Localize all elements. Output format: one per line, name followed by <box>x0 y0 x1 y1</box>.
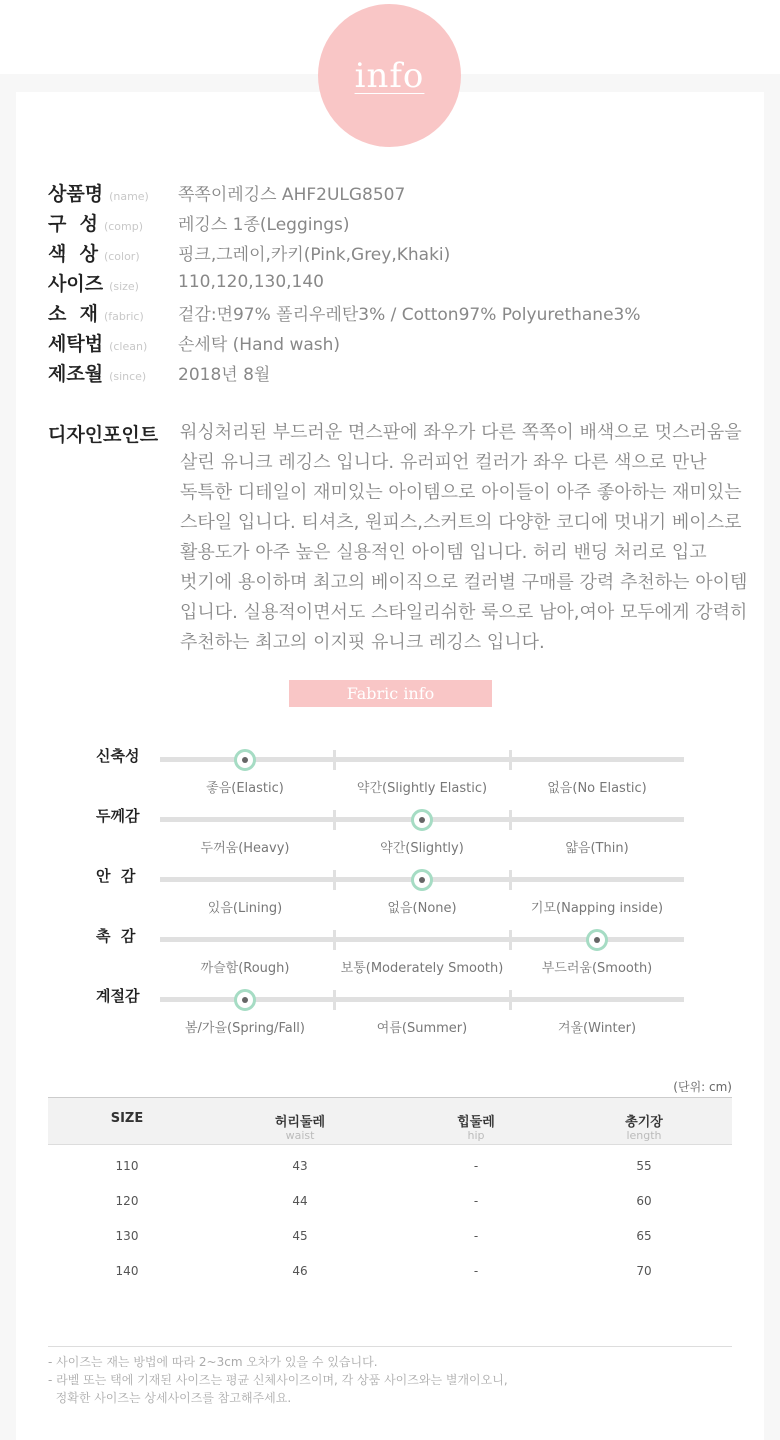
fabric-scale-option: 좋음(Elastic) <box>206 781 284 796</box>
fabric-scale-option: 부드러움(Smooth) <box>541 961 653 976</box>
spec-label <box>48 359 178 386</box>
fabric-scale-option: 있음(Lining) <box>207 901 283 916</box>
spec-label <box>48 269 178 296</box>
spec-value: 손세탁 (Hand wash) <box>178 334 341 355</box>
marker-center-dot <box>242 997 248 1003</box>
table-cell: 45 <box>292 1229 308 1243</box>
table-cell: 70 <box>636 1264 652 1278</box>
spec-value: 2018년 8월 <box>178 364 271 385</box>
table-cell: - <box>473 1194 479 1208</box>
size-table-header-ko: 힙둘레 <box>457 1115 495 1130</box>
fabric-scale-tick <box>333 750 336 770</box>
size-table-header-cell <box>396 1098 556 1141</box>
fabric-scale-row <box>0 805 780 865</box>
fabric-scale-label: 계절감 <box>96 987 140 1005</box>
spec-label-ko: 소 재 <box>48 302 98 325</box>
design-point-line: 활용도가 아주 높은 실용적인 아이템 입니다. 허리 밴딩 처리로 입고 <box>180 542 707 563</box>
spec-row <box>48 267 324 297</box>
spec-label-ko: 색 상 <box>48 242 98 265</box>
table-cell: - <box>473 1229 479 1243</box>
spec-label <box>48 299 178 326</box>
fabric-scale-tick <box>509 990 512 1010</box>
table-row <box>48 1182 732 1217</box>
spec-value: 쪽쪽이레깅스 AHF2ULG8507 <box>178 184 406 205</box>
fabric-scale-row <box>0 865 780 925</box>
design-point-line: 워싱처리된 부드러운 면스판에 좌우가 다른 쪽쪽이 배색으로 멋스러움을 <box>180 422 742 443</box>
marker-center-dot <box>594 937 600 943</box>
info-badge <box>318 4 461 147</box>
fabric-scale-selected-marker <box>411 869 433 891</box>
design-point-line: 살린 유니크 레깅스 입니다. 유러피언 컬러가 좌우 다른 색으로 만난 <box>180 452 707 473</box>
table-cell: 55 <box>636 1159 652 1173</box>
size-table-header <box>48 1097 732 1145</box>
unit-label: (단위: cm) <box>673 1080 732 1094</box>
size-note-line: - 사이즈는 재는 방법에 따라 2~3cm 오차가 있을 수 있습니다. <box>48 1355 378 1369</box>
spec-value: 겉감:면97% 폴리우레탄3% / Cotton97% Polyurethane3% <box>178 304 641 325</box>
size-table-header-en: hip <box>467 1129 485 1142</box>
fabric-scale-row <box>0 985 780 1045</box>
spec-label-ko: 세탁법 <box>48 332 104 355</box>
fabric-scale-tick <box>333 870 336 890</box>
design-point-line: 추천하는 최고의 이지핏 유니크 레깅스 입니다. <box>180 632 545 653</box>
table-cell: 140 <box>115 1264 139 1278</box>
fabric-scale-selected-marker <box>411 809 433 831</box>
fabric-scale-option: 약간(Slightly Elastic) <box>356 781 488 796</box>
fabric-scale-row <box>0 925 780 985</box>
fabric-scale-selected-marker <box>586 929 608 951</box>
spec-row <box>48 177 405 207</box>
spec-label-en: (comp) <box>103 219 144 233</box>
fabric-scale-tick <box>509 930 512 950</box>
design-point-label: 디자인포인트 <box>48 424 159 446</box>
fabric-scale-option: 두꺼움(Heavy) <box>200 841 290 856</box>
fabric-scale-tick <box>509 870 512 890</box>
fabric-scale-option: 얇음(Thin) <box>565 841 629 856</box>
design-point-line: 스타일 입니다. 티셔츠, 원피스,스커트의 다양한 코디에 멋내기 베이스로 <box>180 512 742 533</box>
design-point-line: 독특한 디테일이 재미있는 아이템으로 아이들이 아주 좋아하는 재미있는 <box>180 482 742 503</box>
size-table-header-ko: 허리둘레 <box>274 1115 326 1130</box>
spec-row <box>48 297 641 327</box>
fabric-scale-tick <box>509 750 512 770</box>
spec-label-en: (color) <box>103 249 140 263</box>
spec-label-en: (since) <box>109 369 147 383</box>
spec-row <box>48 237 450 267</box>
spec-label-en: (fabric) <box>103 309 144 323</box>
fabric-scale-tick <box>333 930 336 950</box>
table-row <box>48 1217 732 1252</box>
size-table-header-en: waist <box>285 1129 315 1142</box>
spec-label <box>48 329 178 356</box>
spec-label <box>48 209 178 236</box>
fabric-scale-option: 기모(Napping inside) <box>530 901 664 916</box>
size-table <box>48 1097 732 1287</box>
spec-label-en: (clean) <box>109 339 148 353</box>
spec-label-ko: 사이즈 <box>48 272 104 295</box>
table-cell: 110 <box>115 1159 139 1173</box>
fabric-scale-row <box>0 745 780 805</box>
fabric-scale-selected-marker <box>234 749 256 771</box>
fabric-scale-label: 신축성 <box>96 747 140 765</box>
spec-label-ko: 제조월 <box>48 362 104 385</box>
size-note-line: 정확한 사이즈는 상세사이즈를 참고해주세요. <box>48 1391 292 1405</box>
spec-label-ko: 구 성 <box>48 212 98 235</box>
info-title: info <box>354 55 425 96</box>
table-cell: 43 <box>292 1159 308 1173</box>
marker-center-dot <box>419 817 425 823</box>
fabric-scale-label: 두께감 <box>96 807 140 825</box>
size-table-header-cell <box>47 1098 207 1126</box>
size-table-header-ko: SIZE <box>110 1111 144 1126</box>
size-table-header-en: length <box>626 1129 662 1142</box>
table-cell: 60 <box>636 1194 652 1208</box>
table-cell: 44 <box>292 1194 308 1208</box>
spec-label-ko: 상품명 <box>48 182 104 205</box>
fabric-scale-option: 까슬함(Rough) <box>200 961 290 976</box>
table-cell: 130 <box>115 1229 139 1243</box>
spec-value: 핑크,그레이,카키(Pink,Grey,Khaki) <box>178 244 451 265</box>
spec-row <box>48 207 350 237</box>
table-cell: - <box>473 1159 479 1173</box>
spec-value: 110,120,130,140 <box>178 272 325 292</box>
fabric-scale-tick <box>333 990 336 1010</box>
marker-center-dot <box>419 877 425 883</box>
design-point-text <box>180 418 770 658</box>
spec-label <box>48 239 178 266</box>
fabric-scale-label: 안 감 <box>96 867 136 885</box>
spec-row <box>48 357 270 387</box>
fabric-scale-label: 촉 감 <box>96 927 136 945</box>
fabric-scale-option: 여름(Summer) <box>376 1021 468 1036</box>
fabric-info-title-text: Fabric info <box>346 684 435 703</box>
fabric-scale-option: 보통(Moderately Smooth) <box>340 961 504 976</box>
spec-label-en: (name) <box>109 189 149 203</box>
table-cell: 46 <box>292 1264 308 1278</box>
marker-center-dot <box>242 757 248 763</box>
fabric-scale-tick <box>509 810 512 830</box>
fabric-scale-option: 없음(None) <box>387 901 457 916</box>
fabric-scale-tick <box>333 810 336 830</box>
size-table-header-cell <box>564 1098 724 1141</box>
table-cell: - <box>473 1264 479 1278</box>
size-table-header-ko: 총기장 <box>625 1115 663 1130</box>
table-row <box>48 1147 732 1182</box>
fabric-info-title <box>289 680 492 707</box>
spec-row <box>48 327 340 357</box>
fabric-scale-option: 봄/가을(Spring/Fall) <box>184 1021 305 1036</box>
spec-label <box>48 179 178 206</box>
fabric-scale-selected-marker <box>234 989 256 1011</box>
size-table-header-cell <box>220 1098 380 1141</box>
table-row <box>48 1252 732 1287</box>
spec-label-en: (size) <box>109 279 139 293</box>
design-point-line: 벗기에 용이하며 최고의 베이직으로 컬러별 구매를 강력 추천하는 아이템 <box>180 572 748 593</box>
size-note-line: - 라벨 또는 택에 기재된 사이즈는 평균 신체사이즈이며, 각 상품 사이즈와는 별개이오니, <box>48 1373 508 1387</box>
table-cell: 120 <box>115 1194 139 1208</box>
fabric-scale-option: 없음(No Elastic) <box>547 781 647 796</box>
design-point-line: 입니다. 실용적이면서도 스타일리쉬한 룩으로 남아,여아 모두에게 강력히 <box>180 602 748 623</box>
table-cell: 65 <box>636 1229 652 1243</box>
fabric-scale-option: 겨울(Winter) <box>557 1021 637 1036</box>
spec-value: 레깅스 1종(Leggings) <box>178 214 350 235</box>
fabric-scale-option: 약간(Slightly) <box>380 841 464 856</box>
size-notes <box>48 1346 732 1407</box>
